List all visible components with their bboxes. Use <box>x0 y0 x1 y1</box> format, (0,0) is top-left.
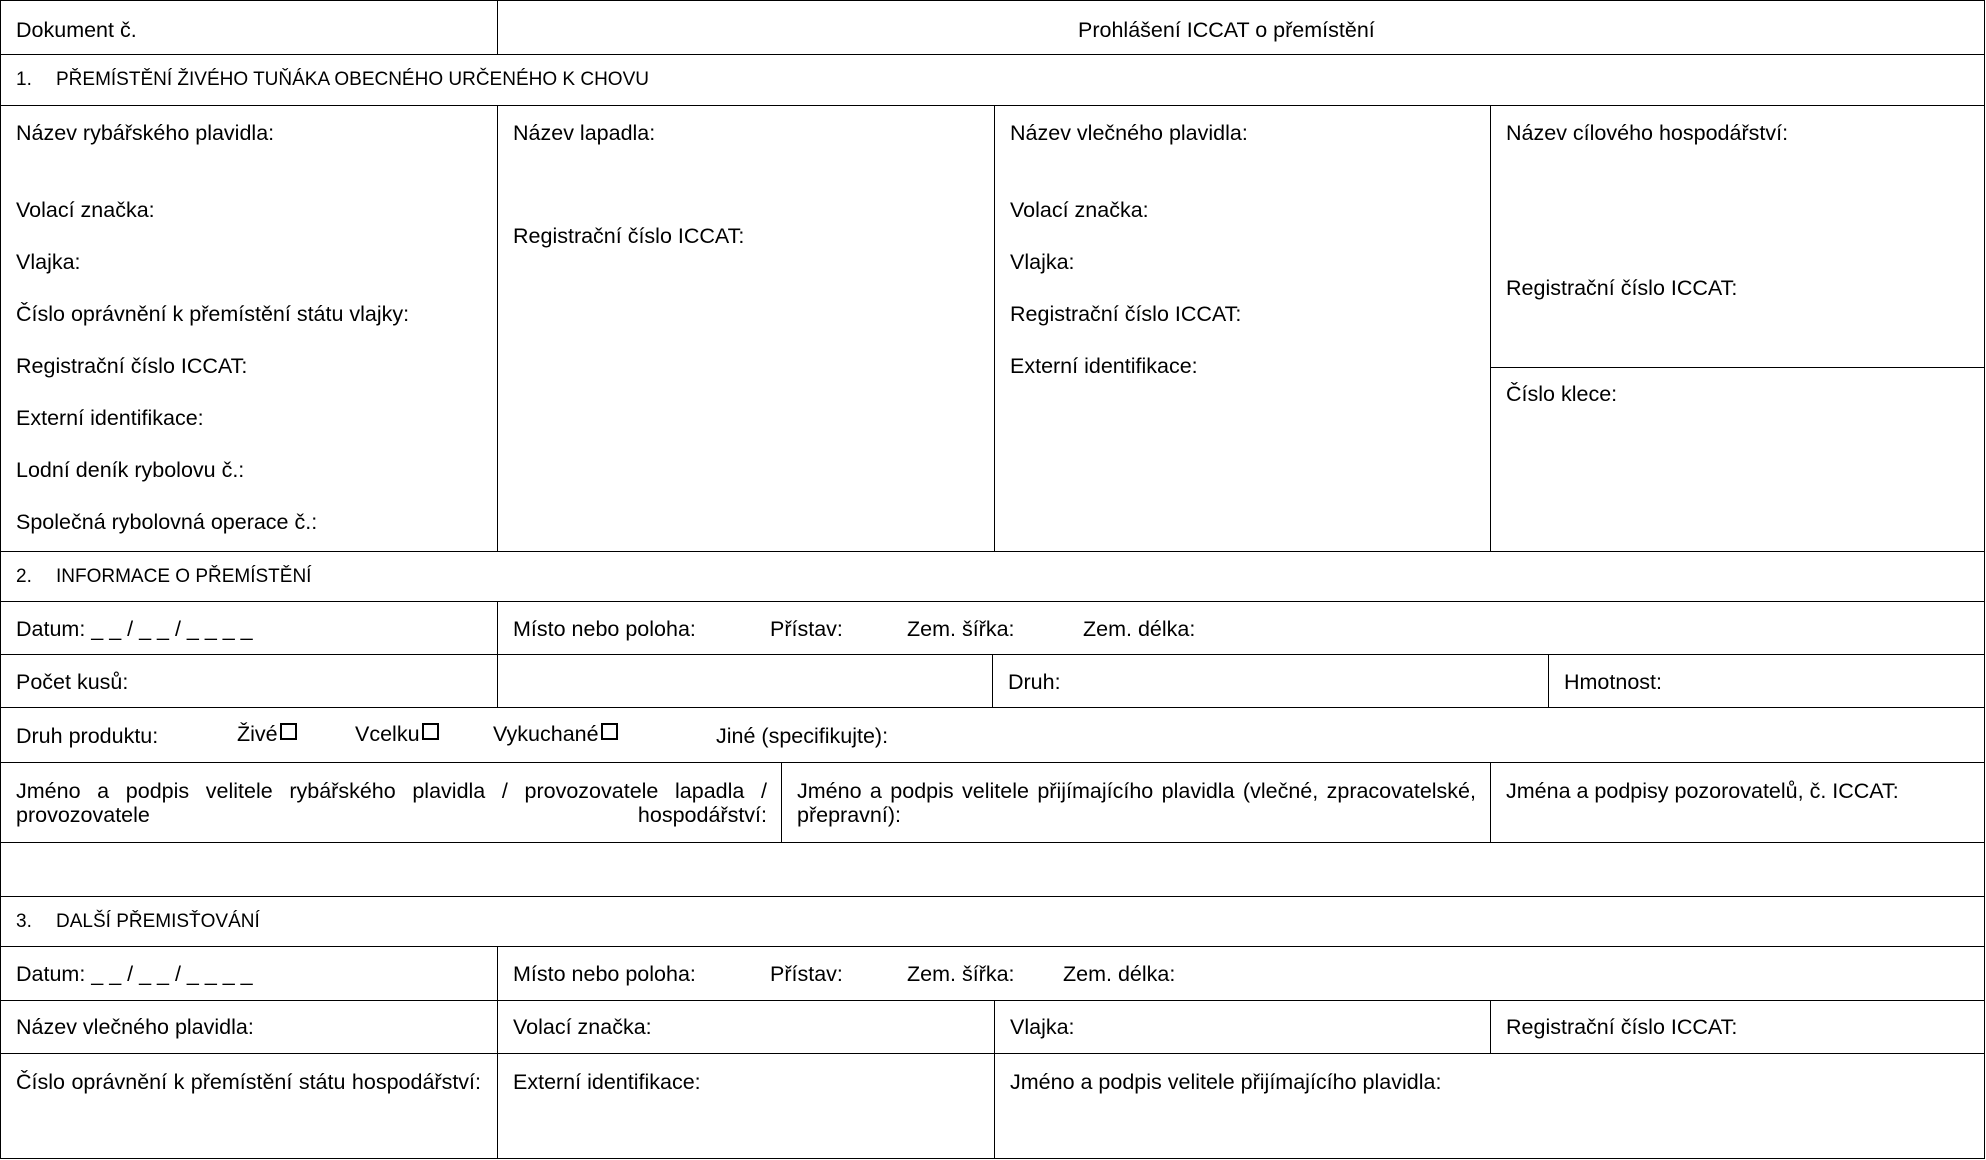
further-external-id-cell[interactable] <box>497 1053 994 1158</box>
fishing-vessel-jfo-label: Společná rybolovná operace č.: <box>16 510 318 534</box>
cage-cell[interactable] <box>1490 367 1984 551</box>
towing-vessel-name-label: Název vlečného plavidla: <box>1010 121 1248 145</box>
product-type-label: Druh produktu: <box>16 724 159 748</box>
further-receiving-signature-cell[interactable] <box>994 1053 1984 1158</box>
doc-title-cell <box>497 0 1984 54</box>
farm-iccat-label: Registrační číslo ICCAT: <box>1506 276 1738 300</box>
count-cell[interactable] <box>0 654 497 707</box>
further-date-label: Datum: _ _ / _ _ / _ _ _ _ <box>16 962 253 986</box>
further-place-cell[interactable] <box>497 946 1984 1000</box>
section2-title: INFORMACE O PŘEMÍSTĚNÍ <box>56 566 312 587</box>
weight-cell[interactable] <box>1548 654 1984 707</box>
further-receiving-signature-label: Jméno a podpis velitele přijímajícího plavidla: <box>1010 1070 1442 1094</box>
product-whole-option[interactable] <box>355 722 439 746</box>
product-type-row <box>0 707 1984 762</box>
receiving-signature-label: Jméno a podpis velitele přijímajícího plavidla (vlečné, zpracovatelské, přepravní): <box>797 779 1476 827</box>
transfer-lat-label: Zem. šířka: <box>907 617 1015 641</box>
further-iccat-cell[interactable] <box>1490 1000 1984 1053</box>
section1-title: PŘEMÍSTĚNÍ ŽIVÉHO TUŇÁKA OBECNÉHO URČENÉHO K CHOVU <box>56 69 649 90</box>
towing-vessel-iccat-label: Registrační číslo ICCAT: <box>1010 302 1242 326</box>
signature-space[interactable] <box>0 842 1984 896</box>
product-gutted-option[interactable] <box>493 722 618 746</box>
observers-signature-label: Jména a podpisy pozorovatelů, č. ICCAT: <box>1506 779 1899 803</box>
transfer-date-label: Datum: _ _ / _ _ / _ _ _ _ <box>16 617 253 641</box>
further-port-label: Přístav: <box>770 962 843 986</box>
fishing-vessel-external-id-label: Externí identifikace: <box>16 406 204 430</box>
further-external-id-label: Externí identifikace: <box>513 1070 701 1094</box>
doc-title: Prohlášení ICCAT o přemístění <box>1078 18 1375 42</box>
transfer-place-label: Místo nebo poloha: <box>513 617 696 641</box>
farm-cell[interactable] <box>1490 105 1984 367</box>
product-other-label: Jiné (specifikujte): <box>716 724 889 748</box>
farm-name-label: Název cílového hospodářství: <box>1506 121 1789 145</box>
product-gutted-checkbox[interactable] <box>601 723 618 740</box>
receiving-signature-cell[interactable] <box>781 762 1490 842</box>
master-signature-cell[interactable] <box>0 762 781 842</box>
product-whole-label: Vcelku <box>355 722 420 746</box>
farm-authorization-label: Číslo oprávnění k přemístění státu hospodářství: <box>16 1070 481 1094</box>
further-date-cell[interactable] <box>0 946 497 1000</box>
species-label: Druh: <box>1008 670 1061 694</box>
product-live-option[interactable] <box>237 722 297 746</box>
section3-heading <box>0 896 1984 946</box>
count-value-cell[interactable] <box>497 654 992 707</box>
transfer-date-cell[interactable] <box>0 601 497 654</box>
towing-vessel-cell[interactable] <box>994 105 1490 551</box>
further-flag-cell[interactable] <box>994 1000 1490 1053</box>
further-place-label: Místo nebo poloha: <box>513 962 696 986</box>
further-lon-label: Zem. délka: <box>1063 962 1176 986</box>
trap-name-label: Název lapadla: <box>513 121 656 145</box>
doc-number-label: Dokument č. <box>16 18 137 42</box>
master-signature-label: Jméno a podpis velitele rybářského plavidla / provozovatele lapadla / provozovatele hospodářství: <box>16 779 767 827</box>
section1-number: 1. <box>16 69 32 90</box>
section1-heading <box>0 54 1984 105</box>
fishing-vessel-flag-label: Vlajka: <box>16 250 81 274</box>
transfer-place-cell[interactable] <box>497 601 1984 654</box>
doc-number-cell[interactable] <box>0 0 497 54</box>
product-whole-checkbox[interactable] <box>422 723 439 740</box>
section3-number: 3. <box>16 911 32 932</box>
towing-vessel-external-id-label: Externí identifikace: <box>1010 354 1198 378</box>
further-call-sign-label: Volací značka: <box>513 1015 652 1039</box>
fishing-vessel-call-sign-label: Volací značka: <box>16 198 155 222</box>
fishing-vessel-name-label: Název rybářského plavidla: <box>16 121 275 145</box>
trap-iccat-label: Registrační číslo ICCAT: <box>513 224 745 248</box>
further-iccat-label: Registrační číslo ICCAT: <box>1506 1015 1738 1039</box>
section2-number: 2. <box>16 566 32 587</box>
count-label: Počet kusů: <box>16 670 129 694</box>
observers-signature-cell[interactable] <box>1490 762 1984 842</box>
species-cell[interactable] <box>992 654 1548 707</box>
product-gutted-label: Vykuchané <box>493 722 599 746</box>
weight-label: Hmotnost: <box>1564 670 1662 694</box>
further-lat-label: Zem. šířka: <box>907 962 1015 986</box>
further-flag-label: Vlajka: <box>1010 1015 1075 1039</box>
section3-title: DALŠÍ PŘEMISŤOVÁNÍ <box>56 911 260 932</box>
towing-vessel-call-sign-label: Volací značka: <box>1010 198 1149 222</box>
further-call-sign-cell[interactable] <box>497 1000 994 1053</box>
further-towing-vessel-label: Název vlečného plavidla: <box>16 1015 254 1039</box>
further-towing-vessel-cell[interactable] <box>0 1000 497 1053</box>
fishing-vessel-authorization-label: Číslo oprávnění k přemístění státu vlajky: <box>16 302 410 326</box>
fishing-vessel-cell[interactable] <box>0 105 497 551</box>
fishing-vessel-logbook-label: Lodní deník rybolovu č.: <box>16 458 245 482</box>
farm-authorization-cell[interactable] <box>0 1053 497 1158</box>
transfer-port-label: Přístav: <box>770 617 843 641</box>
transfer-lon-label: Zem. délka: <box>1083 617 1196 641</box>
product-live-checkbox[interactable] <box>280 723 297 740</box>
product-live-label: Živé <box>237 722 278 746</box>
fishing-vessel-iccat-label: Registrační číslo ICCAT: <box>16 354 248 378</box>
towing-vessel-flag-label: Vlajka: <box>1010 250 1075 274</box>
cage-number-label: Číslo klece: <box>1506 382 1618 406</box>
trap-cell[interactable] <box>497 105 994 551</box>
section2-heading <box>0 551 1984 601</box>
